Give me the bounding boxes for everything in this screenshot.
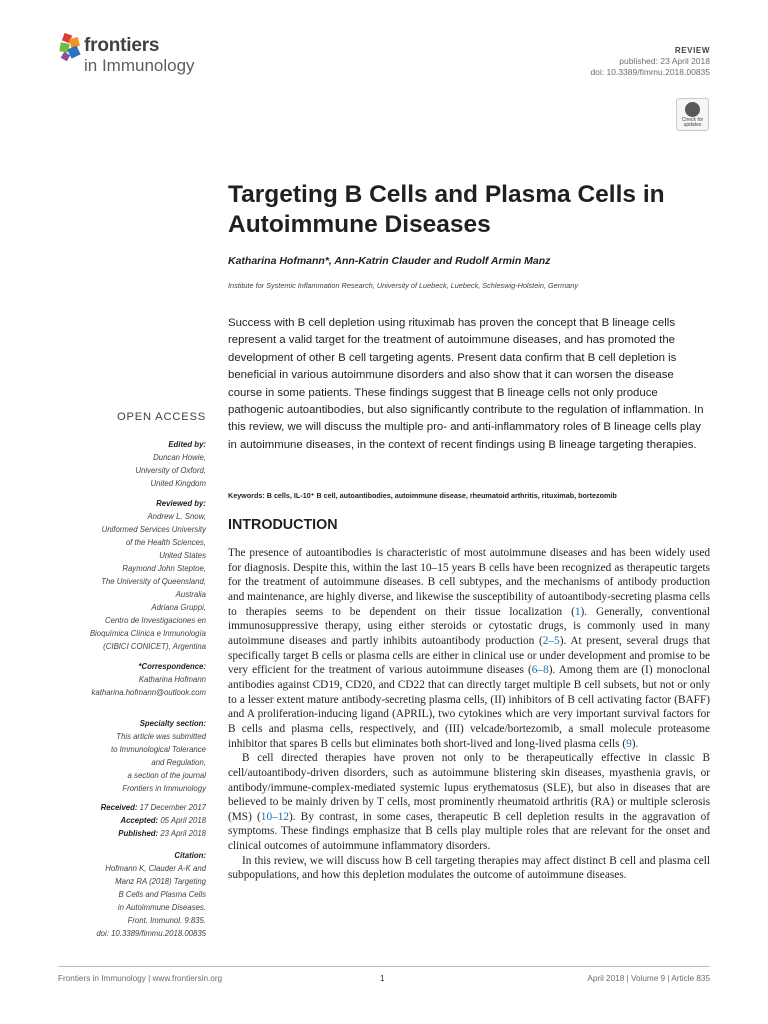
journal-name-line1: frontiers [84, 35, 160, 56]
keywords-label: Keywords: [228, 491, 265, 500]
published-date-side: 23 April 2018 [160, 829, 206, 838]
journal-logo[interactable] [58, 34, 218, 82]
correspondence-label: *Correspondence: [138, 662, 206, 671]
reviewer-line: Raymond John Steptoe, [122, 564, 206, 573]
footer-issue-info: April 2018 | Volume 9 | Article 835 [587, 974, 710, 983]
specialty-line: This article was submitted [116, 732, 206, 741]
specialty-line: and Regulation, [151, 758, 206, 767]
specialty-label: Specialty section: [139, 719, 206, 728]
editor-line: United Kingdom [150, 479, 206, 488]
edited-by-label: Edited by: [168, 440, 206, 449]
correspondence-block [36, 660, 206, 699]
keywords-list: B cells, IL-10⁺ B cell, autoantibodies, autoimmune disease, rheumatoid arthritis, rituximab, bortezomib [266, 491, 617, 500]
correspondent-email[interactable]: katharina.hofmann@outlook.com [91, 688, 206, 697]
published-label: Published: [118, 829, 159, 838]
citation-link[interactable]: 2–5 [542, 634, 560, 647]
citation-line: Hofmann K, Clauder A-K and [105, 864, 206, 873]
reviewed-by-label: Reviewed by: [156, 499, 206, 508]
article-title: Targeting B Cells and Plasma Cells in Autoimmune Diseases [228, 181, 665, 238]
keywords [228, 491, 718, 500]
reviewer-line: The University of Queensland, [101, 577, 206, 586]
citation-doi[interactable]: doi: 10.3389/fimmu.2018.00835 [96, 929, 206, 938]
accepted-date: 05 April 2018 [160, 816, 206, 825]
dates-block [36, 801, 206, 840]
check-for-updates-button[interactable] [676, 98, 709, 131]
editor-line: University of Oxford, [135, 466, 206, 475]
check-updates-label-1: Check for [681, 117, 704, 123]
footer-divider [58, 966, 710, 967]
reviewer-line: Australia [175, 590, 206, 599]
specialty-section-block [36, 717, 206, 795]
reviewer-line: Andrew L. Snow, [147, 512, 206, 521]
frontiers-logo-icon [58, 34, 82, 62]
published-date: published: 23 April 2018 [619, 56, 710, 66]
citation-line: B Cells and Plasma Cells [118, 890, 206, 899]
author-affiliation: Institute for Systemic Inflammation Research, University of Luebeck, Luebeck, Schleswig-Holstein, Germany [228, 281, 578, 290]
check-updates-icon [685, 102, 700, 117]
publication-info [590, 46, 710, 78]
page-number: 1 [380, 974, 385, 983]
citation-link[interactable]: 6–8 [531, 664, 549, 677]
citation-label: Citation: [174, 851, 206, 860]
received-date: 17 December 2017 [139, 803, 206, 812]
reviewer-line: Centro de Investigaciones en [105, 616, 206, 625]
accepted-label: Accepted: [120, 816, 159, 825]
reviewer-line: United States [159, 551, 206, 560]
introduction-body [228, 546, 710, 883]
specialty-line: to Immunological Tolerance [110, 745, 206, 754]
paragraph-1: The presence of autoantibodies is characteristic of most autoimmune diseases and has been widely used for diagnosis. Despite this, within the last 10–15 years B cells have been recognized as therapeutic targets for the treatment of autoimmune diseases. B cell subtypes, and the mechanisms of antibody production and maintenance, are highly diverse, and likewise the susceptibility of autoantibody-secreting plasma cells to therapies seems to be dependent on their tissue localization (1). Generally, conventional immunosuppressive therapy, using either steroids or cytostatic drugs, is commonly used in many autoimmune diseases and partly inhibits autoantibody production (2–5). At present, several drugs that specifically target B cells or plasma cells are either in clinical use or under development and promise to be very efficient for the treatment of various autoimmune diseases (6–8). Among them are (I) monoclonal antibodies against CD19, CD20, and CD22 that can directly target multiple B cell subsets, but not or only to a lesser extent mature antibody-secreting plasma cells, (II) inhibitors of B cell activating factor (BAFF) and A proliferation-inducing ligand (APRIL), two cytokines which are very important survival factors for B cells and plasma cells, respectively, and (III) velcade/bortezomib, a small molecule proteasome inhibitor that spares B cells but eliminates both short-lived and long-lived plasma cells (9). [228, 547, 710, 750]
reviewer-line: (CIBICI CONICET), Argentina [103, 642, 206, 651]
open-access-label: OPEN ACCESS [116, 411, 206, 423]
citation-line: Front. Immunol. 9:835. [127, 916, 206, 925]
received-label: Received: [100, 803, 138, 812]
paragraph-3: In this review, we will discuss how B cell targeting therapies may affect distinct B cell and plasma cell subpopulations, and how this depletion modulates the outcome of autoimmune diseases. [228, 854, 710, 882]
article-type: REVIEW [674, 46, 710, 55]
reviewer-line: Adriana Gruppi, [151, 603, 206, 612]
reviewer-line: of the Health Sciences, [125, 538, 206, 547]
correspondent-name: Katharina Hofmann [138, 675, 206, 684]
article-authors: Katharina Hofmann*, Ann-Katrin Clauder and Rudolf Armin Manz [228, 255, 551, 267]
section-heading: INTRODUCTION [228, 517, 338, 533]
citation-block [36, 849, 206, 940]
paragraph-2: B cell directed therapies have proven not only to be therapeutically effective in classic B cell/autoantibody-driven disorders, such as autoimmune blistering skin diseases, myasthenia gravis, or antibody/immune-complex-mediated systemic lupus erythematosus (SLE), but also in diseases that are believed to be mainly driven by T cells, most prominently rheumatoid arthritis (RA) or multiple sclerosis (MS) (10–12). By contrast, in some cases, therapeutic B cell depletion results in the aggravation of symptoms. These findings emphasize that B cells play multiple roles that are relevant for the onset and clinical outcomes of autoimmune inflammatory disorders. [228, 752, 710, 853]
edited-by-block [36, 438, 206, 490]
reviewed-by-block [36, 497, 206, 653]
doi-link[interactable]: doi: 10.3389/fimmu.2018.00835 [590, 67, 710, 77]
citation-line: Manz RA (2018) Targeting [115, 877, 206, 886]
editor-line: Duncan Howie, [153, 453, 206, 462]
journal-name-line2: in Immunology [84, 56, 195, 75]
check-updates-label-2: updates [683, 122, 702, 128]
abstract: Success with B cell depletion using rituximab has proven the concept that B lineage cells represent a valid target for the treatment of autoimmune diseases, and has promoted the development of other B cell targeting agents. Present data confirm that B cell depletion is beneficial in various autoimmune disorders and also show that it can worsen the disease course in some patients. These findings suggest that B lineage cells not only produce pathogenic autoantibodies, but also significantly contribute to the regulation of inflammation. In this review, we will discuss the multiple pro- and anti-inflammatory roles of B lineage cells play in autoimmune diseases, in the context of recent findings using B lineage targeting therapies. [228, 317, 704, 451]
footer-journal[interactable]: Frontiers in Immunology | www.frontiersin.org [58, 974, 223, 983]
citation-link[interactable]: 9 [626, 737, 632, 750]
citation-link[interactable]: 10–12 [260, 810, 290, 823]
specialty-line: a section of the journal [127, 771, 206, 780]
reviewer-line: Uniformed Services University [101, 525, 206, 534]
citation-line: in Autoimmune Diseases. [117, 903, 206, 912]
reviewer-line: Bioquímica Clínica e Inmunología [89, 629, 206, 638]
citation-link[interactable]: 1 [574, 605, 581, 618]
specialty-line: Frontiers in Immunology [122, 784, 206, 793]
